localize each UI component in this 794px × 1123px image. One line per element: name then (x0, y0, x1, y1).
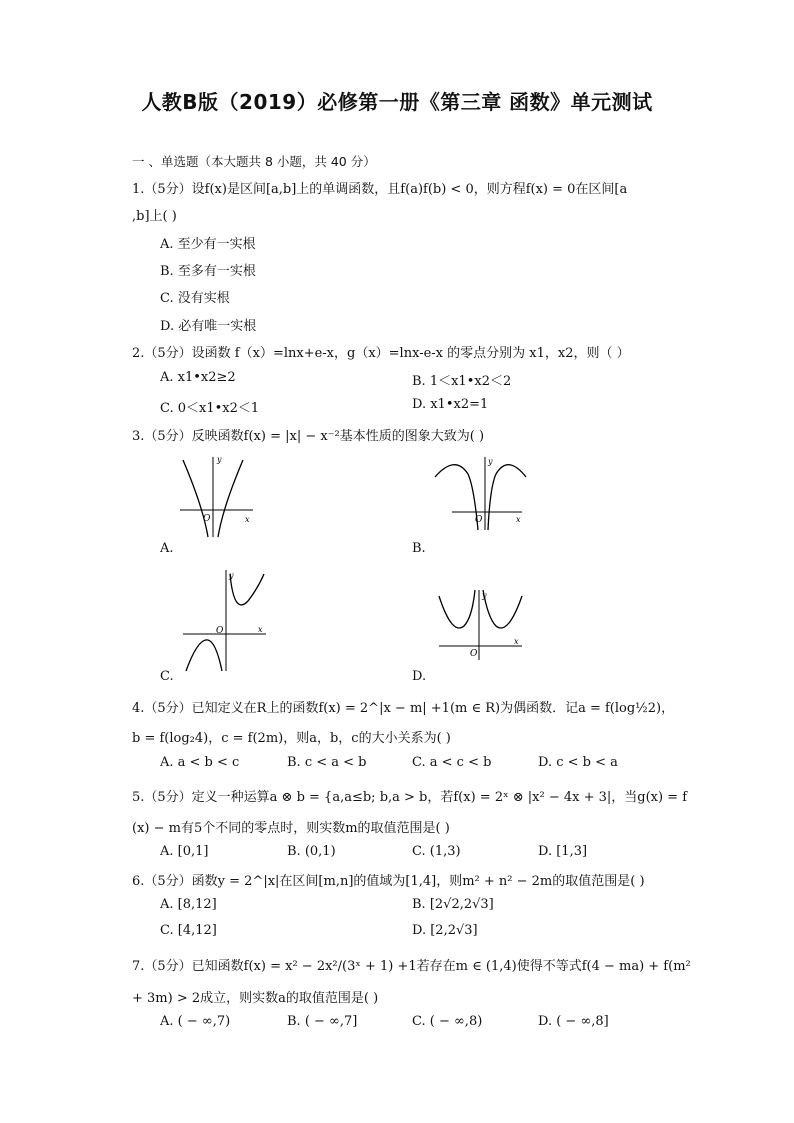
q6-option-c[interactable]: C. [4,12] (160, 923, 217, 938)
q3-option-d[interactable]: D. (412, 669, 427, 684)
q7-stem-line2: + 3m) > 2成立，则实数a的取值范围是( ) (132, 991, 379, 1006)
q7-option-b[interactable]: B. ( − ∞,7] (287, 1014, 358, 1029)
q7-option-d[interactable]: D. ( − ∞,8] (538, 1014, 609, 1029)
q5-option-d[interactable]: D. [1,3] (538, 844, 588, 859)
q1-option-c[interactable]: C. 没有实根 (160, 291, 230, 306)
q1-option-a[interactable]: A. 至少有一实根 (160, 237, 256, 252)
q2-stem: 2.（5分）设函数 f（x）=lnx+e-x，g（x）=lnx-e-x 的零点分别为 x1，x2，则（ ） (132, 346, 630, 361)
q2-option-c[interactable]: C. 0＜x1•x2＜1 (160, 401, 260, 416)
origin-label: O (470, 649, 478, 659)
q2-option-a[interactable]: A. x1•x2≥2 (160, 370, 236, 385)
q1-stem-line1: 1.（5分）设f(x)是区间[a,b]上的单调函数，且f(a)f(b) < 0，则方程f(x) = 0在区间[a (132, 182, 628, 197)
q5-option-a[interactable]: A. [0,1] (160, 844, 209, 859)
axis-x-label: x (514, 637, 519, 646)
axis-y-label: y (488, 457, 493, 466)
q3-graph-d[interactable] (434, 588, 529, 663)
q3-option-b[interactable]: B. (412, 541, 426, 556)
q4-option-b[interactable]: B. c < a < b (287, 755, 367, 770)
q7-stem-line1: 7.（5分）已知函数f(x) = x² − 2x²/(3ˣ + 1) +1若存在m ∈ (1,4)使得不等式f(4 − ma) + f(m² (132, 959, 691, 974)
q6-option-b[interactable]: B. [2√2,2√3] (412, 897, 494, 912)
q6-stem: 6.（5分）函数y = 2^|x|在区间[m,n]的值域为[1,4]，则m² + n² − 2m的取值范围是( ) (132, 874, 645, 889)
origin-label: O (475, 515, 483, 525)
q2-option-b[interactable]: B. 1＜x1•x2＜2 (412, 374, 512, 389)
q5-option-b[interactable]: B. (0,1) (287, 844, 336, 859)
q4-stem-line2: b = f(log₂4)，c = f(2m)，则a，b，c的大小关系为( ) (132, 731, 451, 746)
q1-option-b[interactable]: B. 至多有一实根 (160, 264, 256, 279)
q7-option-c[interactable]: C. ( − ∞,8) (412, 1014, 483, 1029)
q2-option-d[interactable]: D. x1•x2=1 (412, 397, 489, 412)
q3-graph-b[interactable] (430, 452, 530, 532)
section-heading: 一 、单选题（本大题共 8 小题，共 40 分） (132, 154, 376, 169)
axis-y-label: y (482, 591, 487, 600)
q5-option-c[interactable]: C. (1,3) (412, 844, 461, 859)
q5-stem-line1: 5.（5分）定义一种运算a ⊗ b = {a,a≤b; b,a > b，若f(x) = 2ˣ ⊗ |x² − 4x + 3|，当g(x) = f (132, 790, 688, 805)
origin-label: O (203, 514, 211, 524)
axis-x-label: x (258, 625, 263, 634)
q3-option-a[interactable]: A. (160, 541, 174, 556)
q6-option-d[interactable]: D. [2,2√3] (412, 923, 478, 938)
q6-option-a[interactable]: A. [8,12] (160, 897, 217, 912)
q5-stem-line2: (x) − m有5个不同的零点时，则实数m的取值范围是( ) (132, 821, 450, 836)
q4-stem-line1: 4.（5分）已知定义在R上的函数f(x) = 2^|x − m| +1(m ∈ R)为偶函数．记a = f(log½2)， (132, 701, 675, 716)
q4-option-a[interactable]: A. a < b < c (160, 755, 240, 770)
document-title: 人教B版（2019）必修第一册《第三章 函数》单元测试 (141, 90, 653, 114)
q4-option-c[interactable]: C. a < c < b (412, 755, 492, 770)
q3-stem: 3.（5分）反映函数f(x) = |x| − x⁻²基本性质的图象大致为( ) (132, 429, 485, 444)
axis-x-label: x (245, 515, 250, 524)
q1-stem-line2: ,b]上( ) (132, 209, 177, 224)
q3-graph-a[interactable] (175, 452, 265, 542)
q7-option-a[interactable]: A. ( − ∞,7) (160, 1014, 231, 1029)
q3-option-c[interactable]: C. (160, 669, 174, 684)
q1-option-d[interactable]: D. 必有唯一实根 (160, 319, 257, 334)
q4-option-d[interactable]: D. c < b < a (538, 755, 618, 770)
q3-graph-c[interactable] (178, 566, 273, 676)
origin-label: O (216, 626, 224, 636)
axis-x-label: x (516, 515, 521, 524)
axis-y-label: y (229, 571, 234, 580)
axis-y-label: y (217, 455, 222, 464)
